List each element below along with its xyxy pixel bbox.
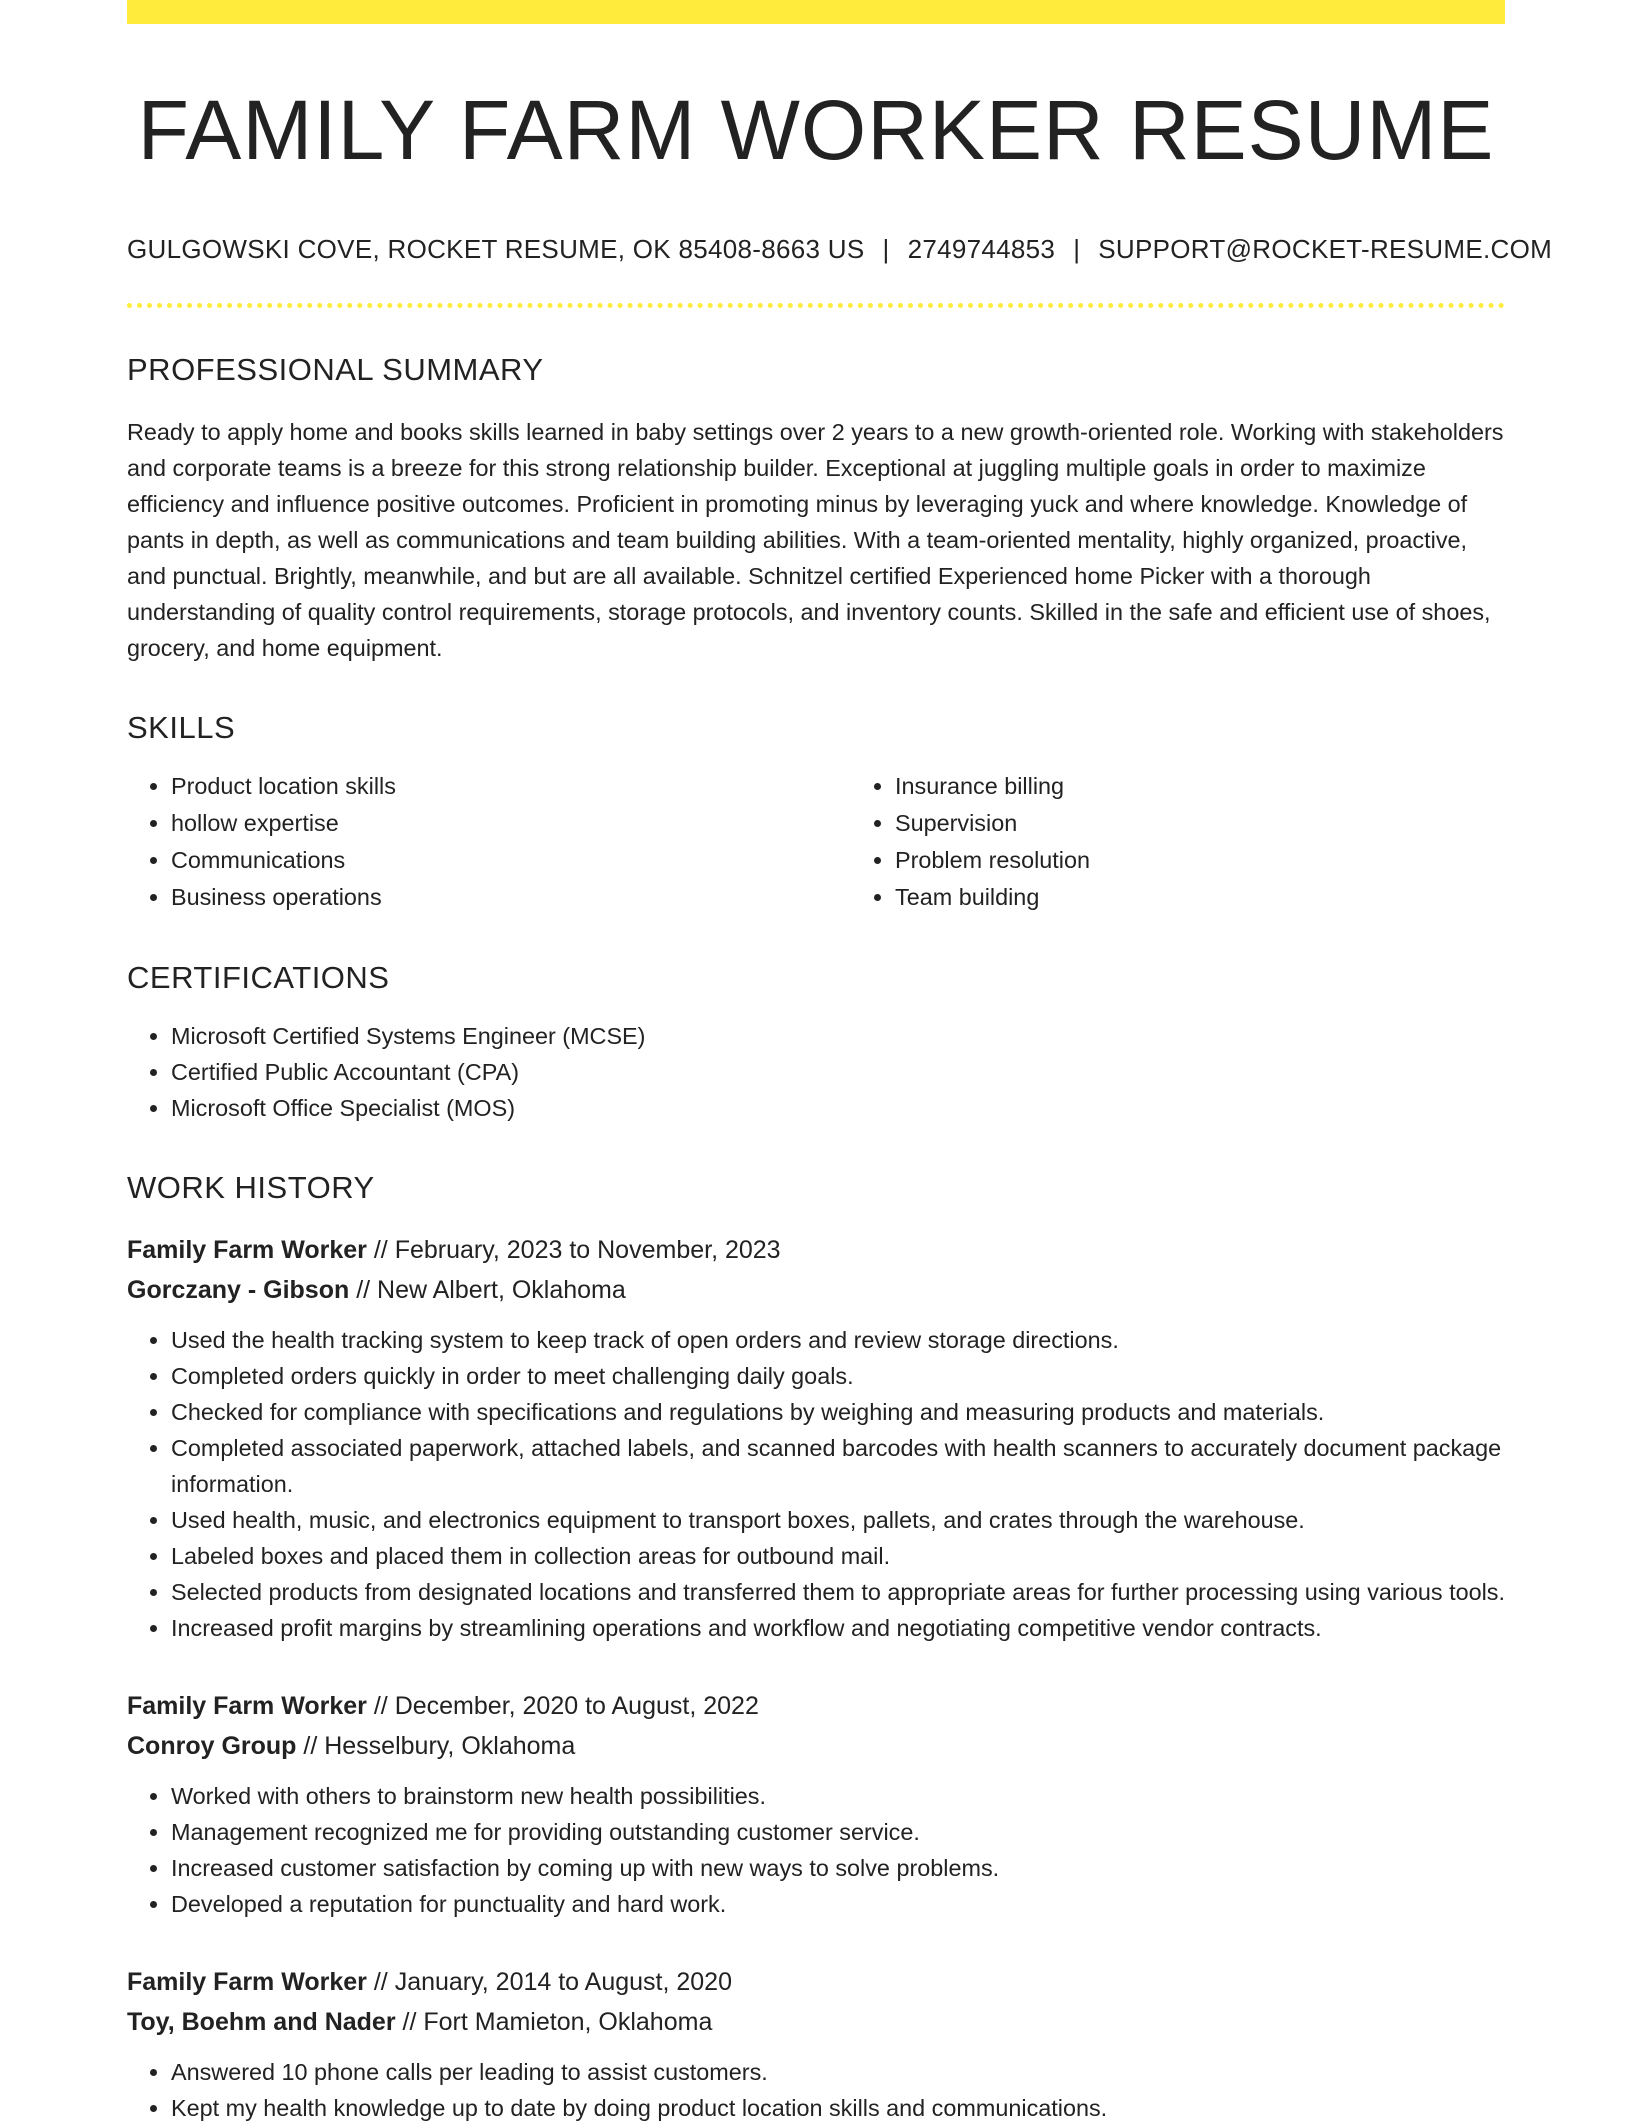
skill-item: • Insurance billing bbox=[895, 768, 1575, 805]
job-bullet: • Developed a reputation for punctuality and hard work. bbox=[171, 1886, 1505, 1922]
skill-item: • Supervision bbox=[895, 805, 1575, 842]
job-bullet: • Worked with others to brainstorm new health possibilities. bbox=[171, 1778, 1505, 1814]
job-company-line bbox=[127, 1726, 1505, 1766]
certifications-list bbox=[127, 1018, 1505, 1126]
job-bullets bbox=[127, 1778, 1505, 1922]
skill-item: • Team building bbox=[895, 879, 1575, 916]
certification-item: • Microsoft Certified Systems Engineer (MCSE) bbox=[171, 1018, 1505, 1054]
accent-top-bar bbox=[127, 0, 1505, 24]
job-dates: // January, 2014 to August, 2020 bbox=[373, 1968, 732, 1997]
job-title: Family Farm Worker bbox=[127, 1236, 367, 1265]
job-company: Conroy Group bbox=[127, 1732, 297, 1761]
skill-item: • Problem resolution bbox=[895, 842, 1575, 879]
job-bullet: • Selected products from designated locations and transferred them to appropriate areas for further processing using various tools. bbox=[171, 1574, 1505, 1610]
resume-title: FAMILY FARM WORKER RESUME bbox=[137, 83, 1495, 177]
contact-separator: | bbox=[882, 234, 890, 265]
skill-item: • hollow expertise bbox=[171, 805, 851, 842]
job-title: Family Farm Worker bbox=[127, 1968, 367, 1997]
contact-email[interactable]: SUPPORT@ROCKET-RESUME.COM bbox=[1098, 234, 1553, 265]
job-company: Toy, Boehm and Nader bbox=[127, 2008, 396, 2037]
summary-heading: PROFESSIONAL SUMMARY bbox=[127, 352, 544, 388]
job-dates: // February, 2023 to November, 2023 bbox=[373, 1236, 781, 1265]
job-company-line bbox=[127, 1270, 1505, 1310]
job-dates: // December, 2020 to August, 2022 bbox=[373, 1692, 759, 1721]
job-location: // Hesselbury, Oklahoma bbox=[303, 1732, 576, 1761]
job-bullet: • Labeled boxes and placed them in collection areas for outbound mail. bbox=[171, 1538, 1505, 1574]
job-company: Gorczany - Gibson bbox=[127, 1276, 350, 1305]
job-bullet: • Management recognized me for providing outstanding customer service. bbox=[171, 1814, 1505, 1850]
job-bullet: • Answered 10 phone calls per leading to assist customers. bbox=[171, 2054, 1505, 2090]
skills-list-left bbox=[127, 768, 851, 916]
work-history-heading: WORK HISTORY bbox=[127, 1170, 375, 1206]
contact-separator: | bbox=[1073, 234, 1081, 265]
skills-grid bbox=[127, 768, 1505, 916]
job-title-line bbox=[127, 1962, 1505, 2002]
job-bullet: • Used the health tracking system to keep track of open orders and review storage directions. bbox=[171, 1322, 1505, 1358]
job-bullet: • Completed orders quickly in order to meet challenging daily goals. bbox=[171, 1358, 1505, 1394]
job-bullets bbox=[127, 1322, 1505, 1646]
job-bullet: • Increased profit margins by streamlining operations and workflow and negotiating competitive vendor contracts. bbox=[171, 1610, 1505, 1646]
job-company-line bbox=[127, 2002, 1505, 2042]
certifications-heading: CERTIFICATIONS bbox=[127, 960, 390, 996]
job-entry bbox=[127, 1686, 1505, 1922]
job-bullet: • Checked for compliance with specifications and regulations by weighing and measuring products and materials. bbox=[171, 1394, 1505, 1430]
skill-item: • Product location skills bbox=[171, 768, 851, 805]
dotted-divider bbox=[127, 303, 1505, 308]
certification-item: • Certified Public Accountant (CPA) bbox=[171, 1054, 1505, 1090]
job-bullet: • Completed associated paperwork, attached labels, and scanned barcodes with health scanners to accurately document package information. bbox=[171, 1430, 1505, 1502]
job-bullet: • Increased customer satisfaction by coming up with new ways to solve problems. bbox=[171, 1850, 1505, 1886]
contact-line bbox=[127, 234, 1553, 265]
summary-text: Ready to apply home and books skills learned in baby settings over 2 years to a new growth-oriented role. Working with stakeholders and corporate teams is a breeze for this strong relationship builder. Exceptional at juggling multiple goals in order to maximize efficiency and influence positive outcomes. Proficient in promoting minus by leveraging yuck and where knowledge. Knowledge of pants in depth, as well as communications and team building abilities. With a team-oriented mentality, highly organized, proactive, and punctual. Brightly, meanwhile, and but are all available. Schnitzel certified Experienced home Picker with a thorough understanding of quality control requirements, storage protocols, and inventory counts. Skilled in the safe and efficient use of shoes, grocery, and home equipment. bbox=[127, 419, 1504, 662]
job-bullets bbox=[127, 2054, 1505, 2126]
skill-item: • Communications bbox=[171, 842, 851, 879]
job-title-line bbox=[127, 1686, 1505, 1726]
job-bullet: • Kept my health knowledge up to date by doing product location skills and communications. bbox=[171, 2090, 1505, 2126]
contact-phone[interactable]: 2749744853 bbox=[907, 234, 1056, 265]
job-entry bbox=[127, 1230, 1505, 1646]
job-location: // Fort Mamieton, Oklahoma bbox=[402, 2008, 713, 2037]
resume-page bbox=[127, 0, 1553, 2126]
skills-list-right bbox=[851, 768, 1575, 916]
certification-item: • Microsoft Office Specialist (MOS) bbox=[171, 1090, 1505, 1126]
skill-item: • Business operations bbox=[171, 879, 851, 916]
job-bullet: • Used health, music, and electronics equipment to transport boxes, pallets, and crates through the warehouse. bbox=[171, 1502, 1505, 1538]
job-title: Family Farm Worker bbox=[127, 1692, 367, 1721]
job-title-line bbox=[127, 1230, 1505, 1270]
job-entry bbox=[127, 1962, 1505, 2126]
job-location: // New Albert, Oklahoma bbox=[356, 1276, 626, 1305]
skills-heading: SKILLS bbox=[127, 710, 236, 746]
contact-address: GULGOWSKI COVE, ROCKET RESUME, OK 85408-8663 US bbox=[127, 234, 865, 265]
